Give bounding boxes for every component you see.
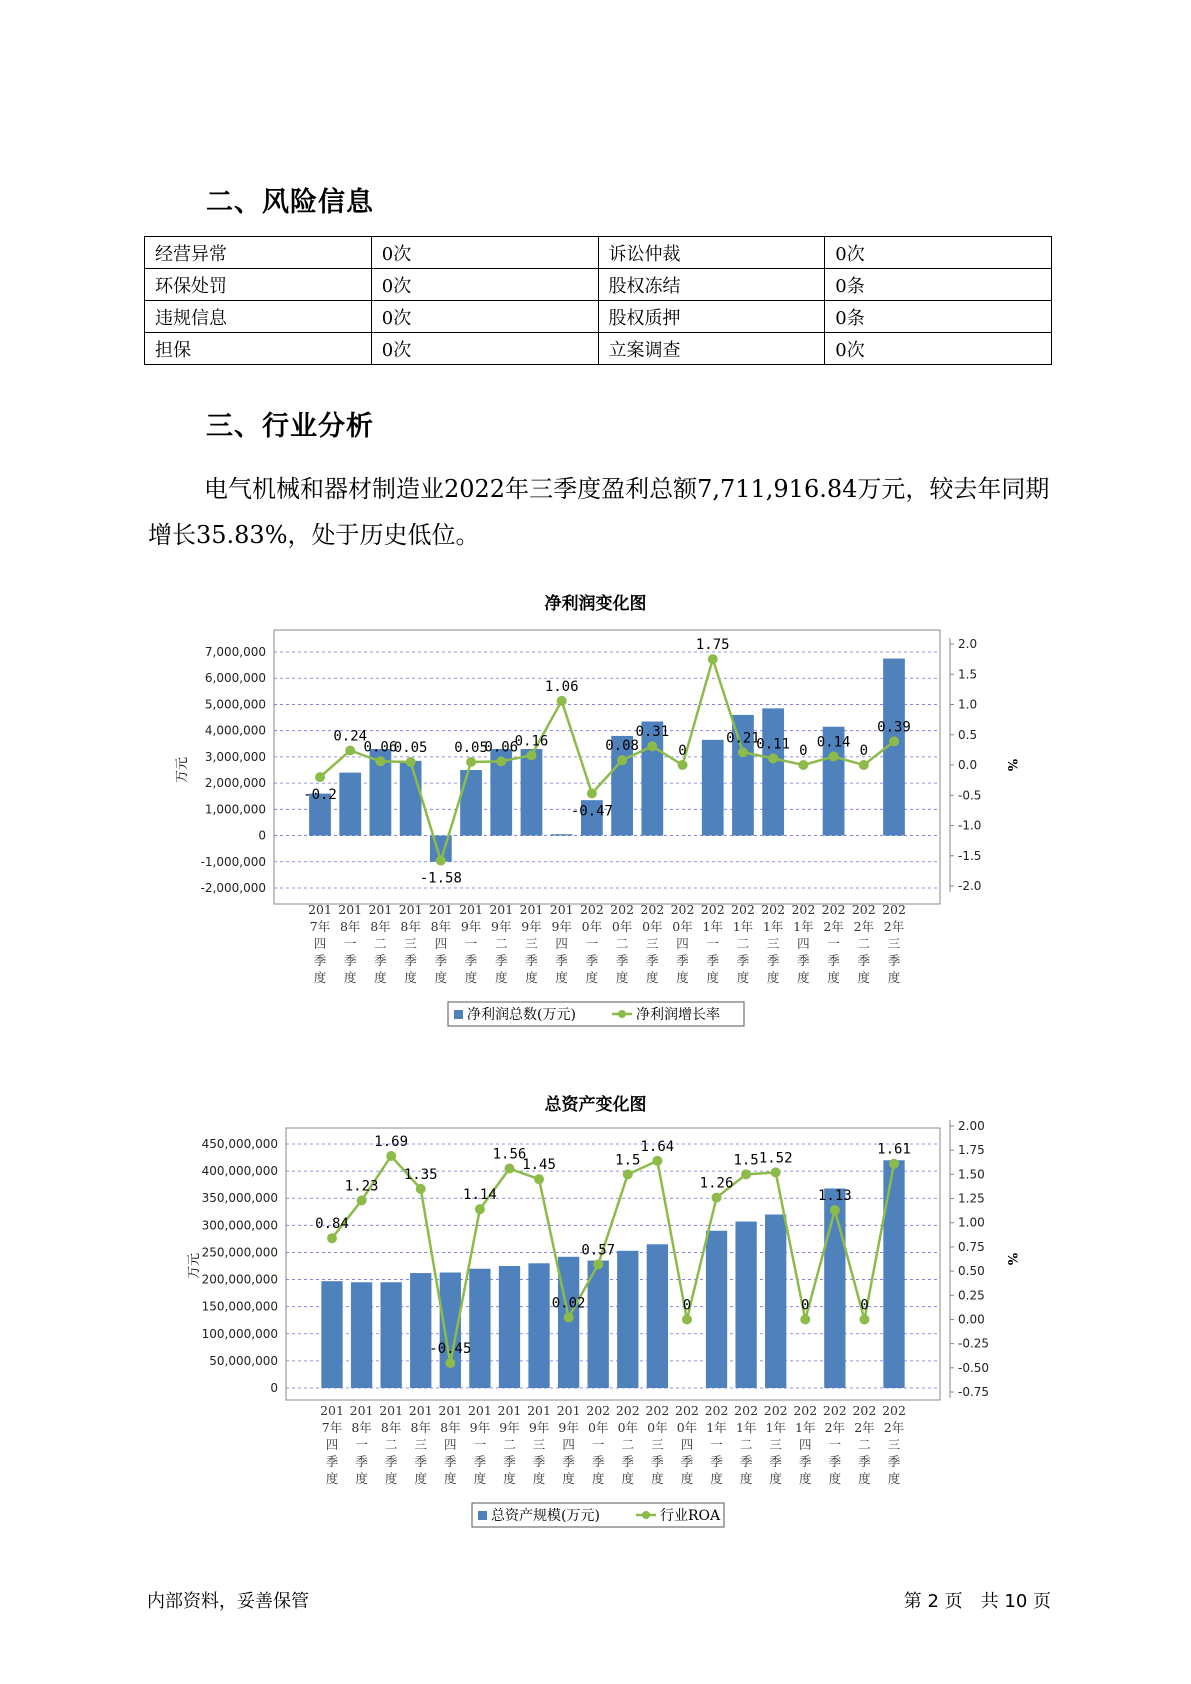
data-label: 0.06	[484, 739, 519, 756]
data-label: 0.21	[726, 730, 760, 747]
bar	[765, 1214, 786, 1388]
y2-tick-label: 1.25	[958, 1191, 985, 1206]
line-point	[741, 1169, 751, 1179]
data-label: 1.14	[463, 1187, 497, 1204]
risk-row	[145, 269, 1052, 301]
line-point	[357, 1195, 367, 1205]
data-label: 0.11	[756, 736, 791, 753]
line-point	[771, 1167, 781, 1177]
data-label: 1.64	[640, 1138, 675, 1155]
y-tick-label: 150,000,000	[201, 1299, 278, 1314]
y-tick-label: 5,000,000	[204, 697, 266, 712]
risk-item-value: 0次	[371, 237, 598, 269]
line-point	[829, 752, 839, 762]
data-label: 1.52	[758, 1150, 793, 1167]
bar	[400, 761, 422, 836]
data-label: 0.05	[393, 739, 428, 756]
total-assets-chart	[0, 1120, 1191, 1550]
data-label: 0.24	[333, 728, 368, 745]
line-point	[682, 1314, 692, 1324]
y2-tick-label: 1.50	[958, 1167, 985, 1182]
bar	[706, 1231, 727, 1388]
y2-tick-label: 1.00	[958, 1215, 985, 1230]
bar	[762, 708, 784, 835]
y-tick-label: 200,000,000	[201, 1272, 278, 1287]
y-tick-label: 350,000,000	[201, 1191, 278, 1206]
bar	[883, 1160, 904, 1388]
x-tick-label: 202 0年二季度	[615, 1403, 640, 1486]
data-label: 1.13	[817, 1188, 852, 1205]
x-tick-label: 202 1年四季度	[791, 902, 816, 985]
y2-tick-label: 0.75	[958, 1239, 985, 1254]
chart1-title: 净利润变化图	[544, 594, 647, 614]
bar	[460, 770, 482, 836]
industry-paragraph: 电气机械和器材制造业2022年三季度盈利总额7,711,916.84万元，较去年同期增长35.83%，处于历史低位。	[148, 475, 1050, 549]
x-tick-label: 202 1年四季度	[793, 1403, 818, 1486]
y2-axis-label: %	[1004, 758, 1019, 772]
y2-tick-label: 0.50	[958, 1264, 985, 1279]
y2-axis-label: %	[1004, 1252, 1019, 1266]
bar	[824, 1188, 845, 1388]
x-tick-label: 202 1年一季度	[704, 1403, 729, 1486]
y-tick-label: 4,000,000	[204, 723, 266, 738]
line-point	[564, 1313, 574, 1323]
data-label: 1.45	[522, 1157, 556, 1174]
data-label: 1.5	[615, 1152, 641, 1169]
risk-row	[145, 333, 1052, 365]
data-label: 1.56	[492, 1146, 527, 1163]
x-tick-label: 202 0年三季度	[640, 902, 665, 985]
y2-tick-label: -1.5	[958, 848, 982, 863]
x-tick-label: 201 9年四季度	[556, 1403, 581, 1486]
line-point	[738, 747, 748, 757]
data-label: 1.69	[374, 1133, 409, 1150]
data-label: 0	[678, 743, 687, 759]
x-tick-label: 201 9年一季度	[459, 902, 483, 985]
x-tick-label: 202 1年一季度	[700, 902, 725, 985]
footer-note: 内部资料，妥善保管	[147, 1591, 309, 1612]
risk-item-value: 0次	[371, 301, 598, 333]
risk-item-label: 股权质押	[598, 301, 825, 333]
data-label: 0.08	[605, 738, 639, 755]
bar	[521, 749, 543, 836]
line-point	[315, 772, 325, 782]
line-point	[466, 757, 476, 767]
data-label: 1.26	[699, 1175, 734, 1192]
line-point	[375, 756, 385, 766]
risk-item-value: 0条	[825, 269, 1052, 301]
x-tick-label: 202 2年二季度	[852, 1403, 877, 1486]
y2-tick-label: 1.0	[958, 697, 978, 712]
bar	[499, 1266, 520, 1388]
y2-tick-label: 1.5	[958, 667, 978, 682]
bar	[702, 740, 724, 836]
risk-item-value: 0次	[825, 237, 1052, 269]
y2-tick-label: 2.00	[958, 1120, 985, 1133]
line-point	[504, 1164, 514, 1174]
line-point	[889, 736, 899, 746]
y-tick-label: -2,000,000	[200, 881, 266, 895]
legend-bar-swatch	[478, 1511, 487, 1520]
y2-tick-label: 0.00	[958, 1312, 985, 1327]
page-number: 第 2 页 共 10 页	[903, 1591, 1051, 1612]
bar	[339, 773, 361, 836]
chart2-title: 总资产变化图	[544, 1095, 647, 1115]
x-tick-label: 201 8年四季度	[428, 902, 453, 985]
y-tick-label: 6,000,000	[204, 671, 266, 686]
x-tick-label: 201 8年一季度	[349, 1403, 374, 1486]
data-label: -1.58	[419, 870, 462, 887]
data-label: 1.23	[344, 1178, 379, 1195]
x-tick-label: 202 1年二季度	[734, 1403, 759, 1486]
line-point	[859, 760, 869, 770]
data-label: 0	[859, 743, 869, 759]
section-title-industry: 三、行业分析	[206, 411, 374, 442]
line-point	[587, 788, 597, 798]
x-tick-label: 202 0年一季度	[586, 1403, 611, 1486]
bar	[617, 1251, 638, 1388]
x-tick-label: 201 8年三季度	[398, 902, 423, 985]
line-point	[496, 756, 506, 766]
y2-tick-label: -0.5	[958, 788, 982, 803]
line-point	[617, 755, 627, 765]
risk-item-label: 担保	[145, 333, 372, 365]
bar	[528, 1263, 549, 1388]
risk-item-label: 违规信息	[145, 301, 372, 333]
x-tick-label: 202 2年一季度	[821, 902, 846, 985]
risk-row	[145, 301, 1052, 333]
x-tick-label: 201 8年一季度	[338, 902, 363, 985]
x-tick-label: 202 0年一季度	[579, 902, 604, 985]
data-label: 1.06	[544, 678, 579, 695]
legend-line-label: 行业ROA	[660, 1508, 721, 1524]
x-tick-label: 201 9年一季度	[467, 1403, 492, 1486]
x-tick-label: 201 9年四季度	[549, 902, 574, 985]
x-tick-label: 202 0年四季度	[670, 902, 695, 985]
bar	[469, 1269, 490, 1388]
line-point	[623, 1169, 633, 1179]
x-tick-label: 202 2年二季度	[851, 902, 876, 985]
risk-item-value: 0次	[371, 269, 598, 301]
y2-tick-label: 0.25	[958, 1288, 985, 1303]
x-tick-label: 202 0年二季度	[610, 902, 635, 985]
data-label: 0.05	[454, 739, 488, 756]
risk-info-table	[144, 236, 1052, 365]
y2-tick-label: -1.0	[958, 818, 982, 833]
bar	[647, 1244, 668, 1388]
line-point	[889, 1159, 899, 1169]
x-tick-label: 201 8年二季度	[368, 902, 393, 985]
y-tick-label: -1,000,000	[200, 854, 266, 869]
y2-tick-label: -0.25	[958, 1336, 990, 1351]
x-tick-label: 202 0年三季度	[645, 1403, 670, 1486]
data-label: 0.02	[551, 1295, 586, 1312]
data-label: 0	[860, 1297, 869, 1314]
line-point	[475, 1204, 485, 1214]
y2-tick-label: 0.5	[958, 727, 978, 742]
y-tick-label: 2,000,000	[204, 776, 266, 791]
risk-item-label: 环保处罚	[145, 269, 372, 301]
y-tick-label: 100,000,000	[201, 1326, 278, 1341]
line-point	[647, 741, 657, 751]
x-tick-label: 202 1年二季度	[731, 902, 755, 985]
line-point	[534, 1174, 544, 1184]
x-tick-label: 201 8年四季度	[438, 1403, 463, 1486]
y2-tick-label: 0.0	[958, 758, 978, 772]
risk-item-label: 股权冻结	[598, 269, 825, 301]
y-tick-label: 7,000,000	[204, 645, 266, 659]
x-tick-label: 201 8年三季度	[408, 1403, 433, 1486]
y-tick-label: 0	[270, 1381, 278, 1395]
x-tick-label: 202 1年三季度	[761, 902, 786, 985]
x-tick-label: 202 2年一季度	[822, 1403, 847, 1486]
bar	[381, 1282, 402, 1388]
line-point	[708, 654, 718, 664]
data-label: 0	[799, 743, 808, 759]
y2-tick-label: 1.75	[958, 1143, 985, 1158]
x-tick-label: 201 9年二季度	[497, 1403, 522, 1486]
legend-bar-label: 总资产规模(万元)	[491, 1508, 600, 1524]
line-point	[678, 760, 688, 770]
risk-item-value: 0次	[371, 333, 598, 365]
y-tick-label: 3,000,000	[204, 749, 266, 764]
line-point	[345, 745, 355, 755]
risk-item-label: 经营异常	[145, 237, 372, 269]
data-label: 0.16	[514, 733, 549, 750]
data-label: -0.2	[303, 787, 337, 804]
data-label: 1.35	[403, 1166, 438, 1183]
x-tick-label: 202 2年三季度	[882, 1403, 906, 1486]
risk-item-label: 诉讼仲裁	[598, 237, 825, 269]
data-label: 1.75	[695, 637, 730, 654]
y-tick-label: 250,000,000	[201, 1245, 278, 1260]
line-point	[800, 1314, 810, 1324]
line-point	[327, 1233, 337, 1243]
data-label: 0.84	[315, 1216, 349, 1233]
x-tick-label: 202 1年三季度	[763, 1403, 788, 1486]
bar	[735, 1222, 756, 1388]
x-tick-label: 201 8年二季度	[379, 1403, 404, 1486]
legend-bar-label: 净利润总数(万元)	[467, 1007, 576, 1023]
y2-tick-label: 2.0	[958, 637, 978, 651]
bar	[551, 834, 573, 835]
x-tick-label: 201 7年四季度	[308, 902, 332, 985]
data-label: 0	[801, 1297, 810, 1314]
line-point	[652, 1156, 662, 1166]
line-point	[436, 856, 446, 866]
line-point	[386, 1151, 396, 1161]
section-title-risk: 二、风险信息	[206, 187, 374, 218]
line-point	[406, 757, 416, 767]
y-axis-label: 万元	[175, 756, 190, 784]
x-tick-label: 201 9年二季度	[489, 902, 514, 985]
y2-tick-label: -0.75	[958, 1385, 990, 1399]
y-tick-label: 400,000,000	[201, 1164, 278, 1179]
y2-tick-label: -2.0	[958, 879, 982, 893]
bar	[410, 1273, 431, 1388]
risk-item-label: 立案调查	[598, 333, 825, 365]
data-label: 1.61	[877, 1141, 911, 1158]
legend-line-marker	[642, 1511, 650, 1519]
risk-item-value: 0次	[825, 333, 1052, 365]
y-tick-label: 1,000,000	[204, 802, 266, 817]
data-label: -0.45	[429, 1340, 472, 1357]
line-point	[798, 760, 808, 770]
x-tick-label: 201 9年三季度	[519, 902, 544, 985]
legend-line-label: 净利润增长率	[636, 1007, 720, 1023]
data-label: 1.5	[733, 1152, 759, 1169]
line-point	[416, 1184, 426, 1194]
y-tick-label: 450,000,000	[201, 1137, 278, 1151]
line-point	[526, 750, 536, 760]
line-point	[712, 1193, 722, 1203]
y-axis-label: 万元	[187, 1252, 202, 1280]
y-tick-label: 0	[258, 828, 266, 843]
data-label: 0.06	[363, 739, 398, 756]
risk-row	[145, 237, 1052, 269]
y-tick-label: 300,000,000	[201, 1218, 278, 1233]
data-label: 0.57	[581, 1242, 616, 1259]
line-point	[859, 1314, 869, 1324]
line-point	[830, 1205, 840, 1215]
line-point	[445, 1358, 455, 1368]
x-tick-label: 202 2年三季度	[882, 902, 906, 985]
bar	[321, 1281, 342, 1388]
legend-bar-swatch	[454, 1010, 463, 1019]
data-label: 0.39	[877, 719, 911, 736]
y2-tick-label: -0.50	[958, 1360, 990, 1375]
data-label: 0.14	[816, 734, 851, 751]
y-tick-label: 50,000,000	[209, 1353, 278, 1368]
x-tick-label: 201 7年四季度	[320, 1403, 344, 1486]
line-point	[593, 1259, 603, 1269]
data-label: -0.47	[570, 803, 613, 820]
legend-line-marker	[618, 1010, 626, 1018]
bar	[351, 1282, 372, 1388]
net-profit-chart	[0, 620, 1191, 1040]
x-tick-label: 201 9年三季度	[527, 1403, 551, 1486]
data-label: 0.31	[635, 724, 670, 741]
data-label: 0	[682, 1297, 692, 1314]
line-point	[768, 753, 778, 763]
risk-item-value: 0条	[825, 301, 1052, 333]
line-point	[557, 696, 567, 706]
x-tick-label: 202 0年四季度	[675, 1403, 699, 1486]
